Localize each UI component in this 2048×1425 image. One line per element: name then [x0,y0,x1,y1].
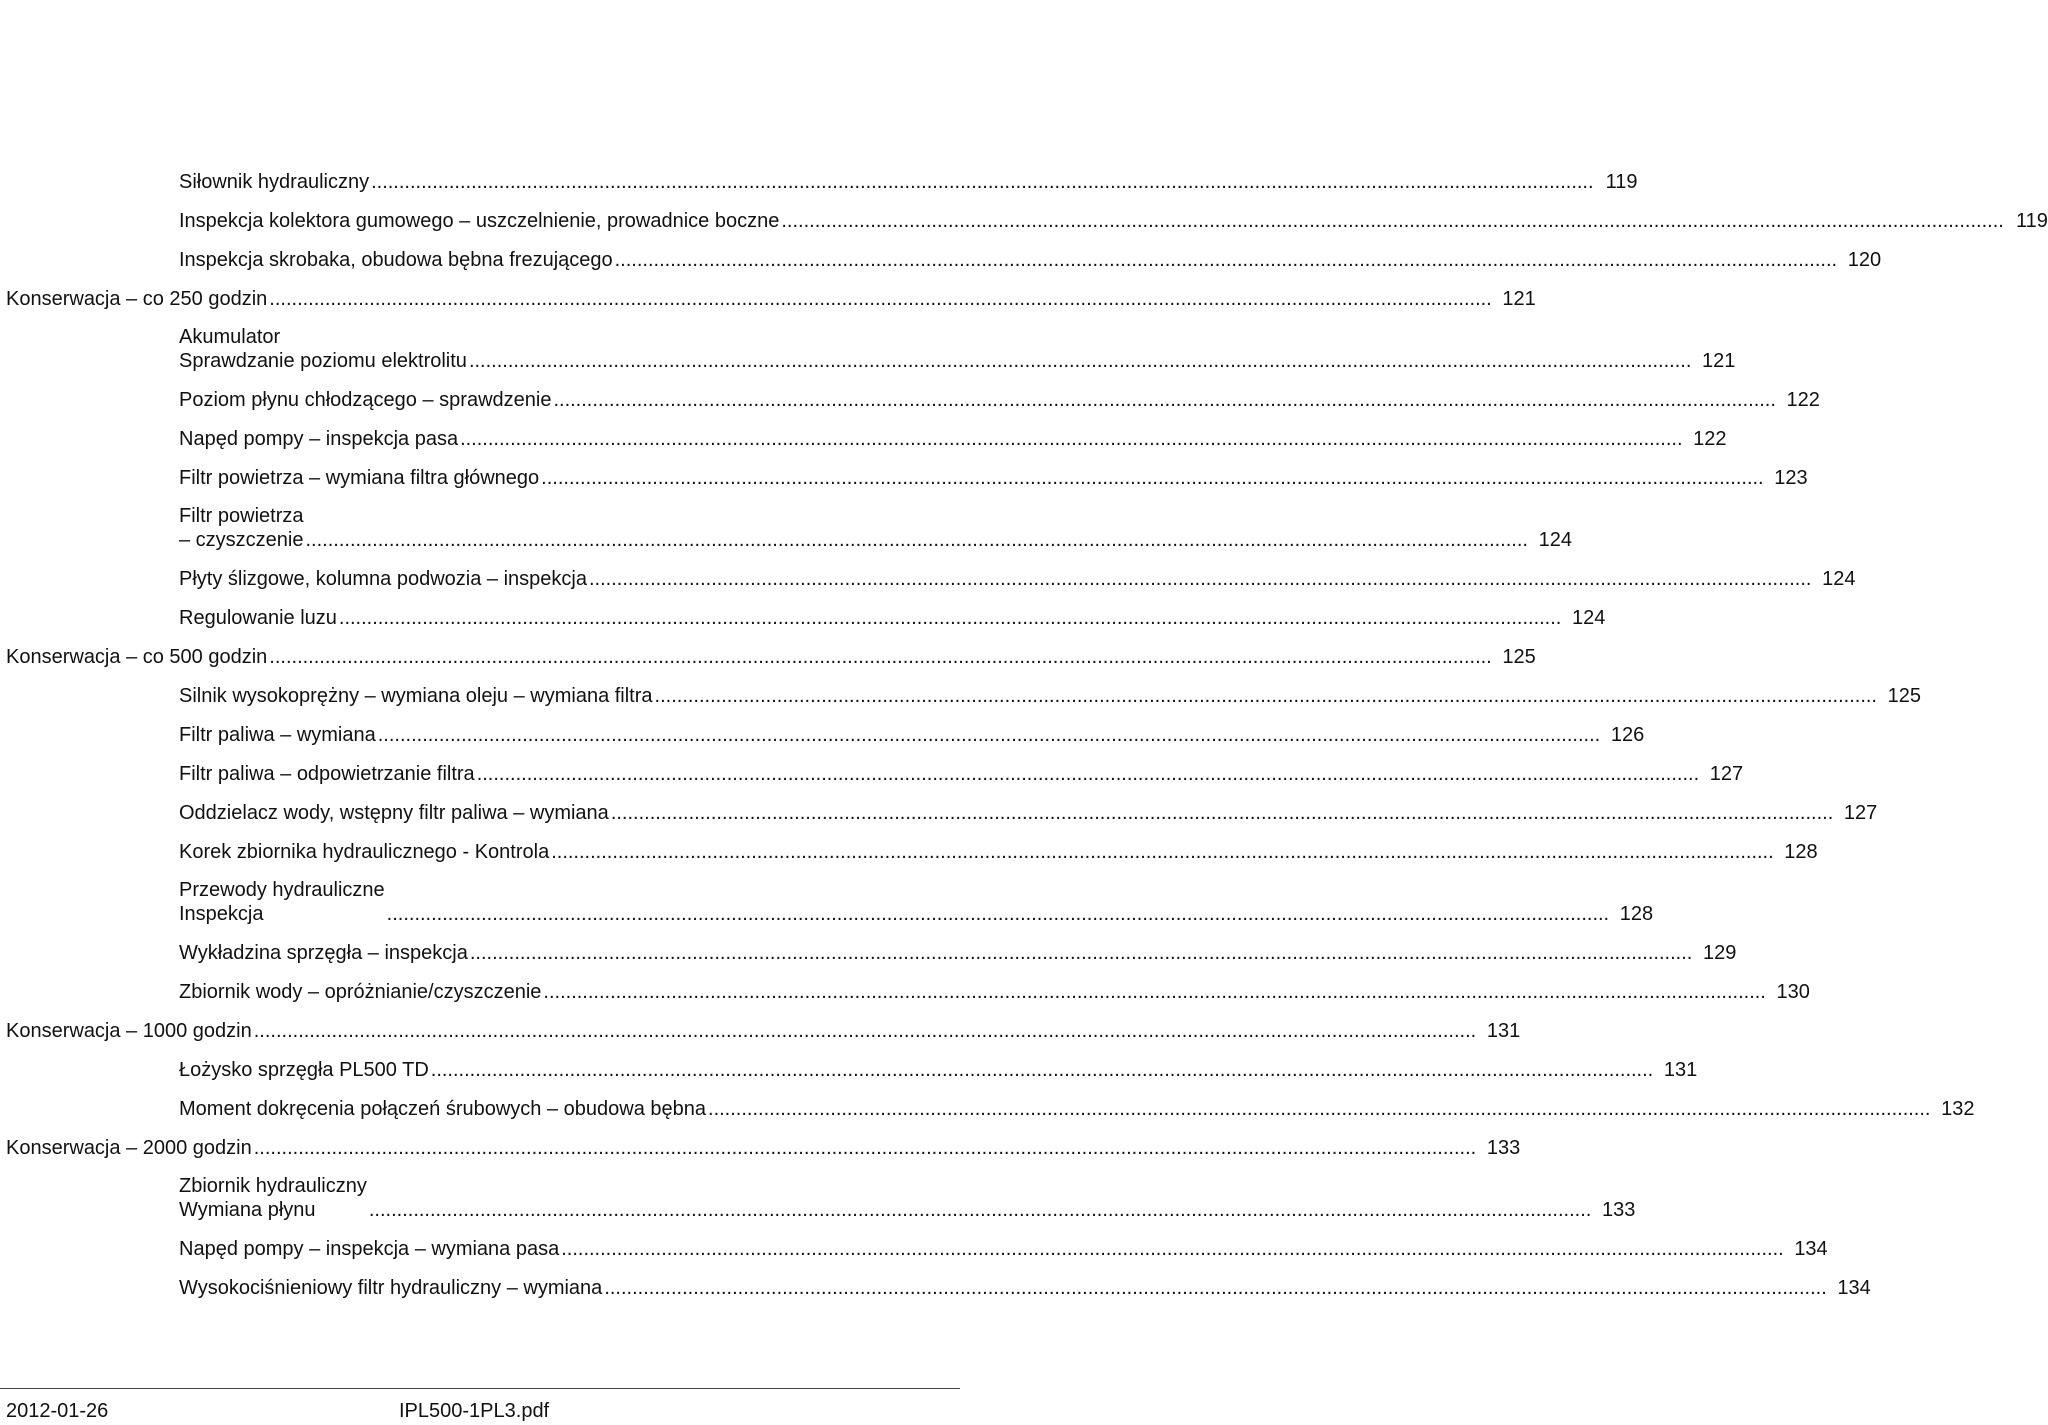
toc-section-entry[interactable] [6,287,1536,311]
toc-entry-title [179,762,475,786]
toc-entry-title [6,287,267,311]
toc-entry-title-line: Akumulator [179,326,281,348]
toc-subsection-entry[interactable] [179,427,1727,451]
toc-entry-title-line: Regulowanie luzu [179,607,337,629]
toc-page-number: 119 [2015,210,2048,232]
toc-entry-title [179,209,779,233]
toc-entry-title-line: Poziom płynu chłodzącego – sprawdzenie [179,389,552,411]
toc-page-number: 133 [1601,1199,1636,1221]
toc-entry-title [179,723,376,747]
toc-dot-leader: ............................................................................................................................................................................................................................ [371,171,1594,193]
toc-entry-title-line: Przewody hydrauliczne [179,879,385,901]
toc-dot-leader: ............................................................................................................................................................................................................................ [253,1020,1477,1042]
toc-dot-leader: ............................................................................................................................................................................................................................ [253,1137,1477,1159]
toc-entry-title-line: Filtr powietrza – wymiana filtra głównego [179,467,540,489]
toc-dot-leader: ............................................................................................................................................................................................................................ [561,1238,1784,1260]
toc-entry-title-line: Moment dokręcenia połączeń śrubowych – obudowa bębna [179,1098,707,1120]
toc-page-number: 125 [1502,646,1536,668]
toc-subsection-entry[interactable] [179,466,1808,490]
toc-entry-title-line: Zbiornik wody – opróżnianie/czyszczenie [179,981,542,1003]
toc-dot-leader: ............................................................................................................................................................................................................................ [368,1199,1592,1221]
toc-dot-leader: ............................................................................................................................................................................................................................ [553,389,1776,411]
toc-dot-leader: ............................................................................................................................................................................................................................ [604,1277,1827,1299]
toc-entry-title [6,1019,252,1043]
toc-subsection-entry[interactable] [179,1174,1636,1222]
toc-page-number: 119 [1605,171,1638,193]
toc-page-number: 126 [1610,724,1645,746]
toc-entry-title-line: Siłownik hydrauliczny [179,171,370,193]
toc-page-number: 121 [1502,288,1536,310]
toc-subsection-entry[interactable] [179,170,1638,194]
toc-entry-title [179,606,337,630]
toc-entry-title [6,1136,252,1160]
toc-entry-title [179,248,613,272]
toc-section-entry[interactable] [6,645,1536,669]
toc-entry-title [179,1097,706,1121]
toc-subsection-entry[interactable] [179,209,2048,233]
toc-dot-leader: ............................................................................................................................................................................................................................ [305,529,1528,551]
toc-dot-leader: ............................................................................................................................................................................................................................ [460,428,1683,450]
footer-date: 2012-01-26 [6,1400,109,1422]
toc-subsection-entry[interactable] [179,606,1606,630]
toc-entry-title-line: Oddzielacz wody, wstępny filtr paliwa – wymiana [179,802,609,824]
toc-entry-title [179,1058,429,1082]
toc-entry-title-line: Konserwacja – co 500 godzin [6,646,268,668]
toc-subsection-entry[interactable] [179,762,1744,786]
toc-entry-title [179,878,385,926]
toc-subsection-entry[interactable] [179,801,1878,825]
toc-dot-leader: ............................................................................................................................................................................................................................ [476,763,1700,785]
toc-dot-leader: ............................................................................................................................................................................................................................ [588,568,1812,590]
toc-dot-leader: ............................................................................................................................................................................................................................ [338,607,1562,629]
toc-subsection-entry[interactable] [179,567,1856,591]
toc-subsection-entry[interactable] [179,1237,1828,1261]
toc-entry-title-line: Filtr paliwa – wymiana [179,724,376,746]
toc-entry-title [179,980,541,1004]
toc-page-number: 130 [1776,981,1810,1003]
toc-subsection-entry[interactable] [179,723,1645,747]
toc-entry-title-line: Łożysko sprzęgła PL500 TD [179,1059,429,1081]
toc-page-number: 124 [1538,529,1572,551]
toc-entry-title [179,941,468,965]
toc-section-entry[interactable] [6,1019,1521,1043]
toc-entry-title [179,325,467,373]
toc-page-number: 131 [1663,1059,1698,1081]
toc-entry-title [179,427,458,451]
toc-page-number: 133 [1486,1137,1521,1159]
toc-page-number: 122 [1693,428,1727,450]
toc-entry-title [179,840,549,864]
toc-entry-title [179,684,653,708]
toc-page-number: 121 [1702,350,1736,372]
toc-entry-title-line: Filtr paliwa – odpowietrzanie filtra [179,763,475,785]
toc-dot-leader: ............................................................................................................................................................................................................................ [377,724,1601,746]
toc-entry-title-line: Silnik wysokoprężny – wymiana oleju – wymiana filtra [179,685,653,707]
toc-subsection-entry[interactable] [179,248,1882,272]
toc-dot-leader: ............................................................................................................................................................................................................................ [614,249,1838,271]
toc-page-number: 125 [1887,685,1921,707]
toc-entry-title-line: Płyty ślizgowe, kolumna podwozia – inspekcja [179,568,587,590]
toc-dot-leader: ............................................................................................................................................................................................................................ [654,685,1877,707]
toc-dot-leader: ............................................................................................................................................................................................................................ [781,210,2004,232]
toc-entry-title [179,1237,559,1261]
toc-entry-title-line: Konserwacja – co 250 godzin [6,288,268,310]
toc-entry-title [179,567,587,591]
toc-page-number: 123 [1774,467,1808,489]
toc-page-number: 134 [1794,1238,1828,1260]
toc-dot-leader: ............................................................................................................................................................................................................................ [269,646,1492,668]
toc-entry-title [179,466,539,490]
toc-entry-title-line: Konserwacja – 2000 godzin [6,1137,252,1159]
toc-dot-leader: ............................................................................................................................................................................................................................ [543,981,1766,1003]
toc-dot-leader: ............................................................................................................................................................................................................................ [551,841,1774,863]
toc-entry-title-line: Inspekcja skrobaka, obudowa bębna frezującego [179,249,613,271]
toc-dot-leader: ............................................................................................................................................................................................................................ [469,942,1693,964]
toc-subsection-entry[interactable] [179,325,1736,373]
toc-subsection-entry[interactable] [179,878,1654,926]
toc-subsection-entry[interactable] [179,504,1572,552]
toc-dot-leader: ............................................................................................................................................................................................................................ [468,350,1692,372]
toc-section-entry[interactable] [6,1136,1521,1160]
toc-subsection-entry[interactable] [179,1097,1975,1121]
toc-entry-title-line: Sprawdzanie poziomu elektrolitu [179,350,467,372]
toc-entry-title [179,504,304,552]
toc-entry-title [179,1174,367,1222]
toc-page-number: 124 [1571,607,1606,629]
toc-subsection-entry[interactable] [179,1058,1698,1082]
toc-dot-leader: ............................................................................................................................................................................................................................ [610,802,1834,824]
toc-subsection-entry[interactable] [179,1276,1871,1300]
toc-entry-title-line: Zbiornik hydrauliczny [179,1175,367,1197]
toc-entry-title [179,801,609,825]
toc-entry-title-line: Wykładzina sprzęgła – inspekcja [179,942,468,964]
toc-page-number: 129 [1702,942,1737,964]
toc-subsection-entry[interactable] [179,388,1820,412]
toc-entry-title-line: Wysokociśnieniowy filtr hydrauliczny – wymiana [179,1277,603,1299]
page-footer [0,1388,960,1422]
toc-entry-title [179,170,369,194]
toc-page-number: 128 [1619,903,1654,925]
toc-entry-title-line: Konserwacja – 1000 godzin [6,1020,252,1042]
toc-entry-title-line: Filtr powietrza [179,505,304,527]
toc-page-number: 128 [1784,841,1818,863]
toc-entry-title-line: Napęd pompy – inspekcja pasa [179,428,459,450]
toc-entry-title [6,645,267,669]
toc-page-number: 120 [1847,249,1882,271]
toc-dot-leader: ............................................................................................................................................................................................................................ [430,1059,1654,1081]
toc-page-number: 122 [1786,389,1820,411]
toc-page-number: 127 [1709,763,1744,785]
footer-filename: IPL500-1PL3.pdf [399,1400,550,1422]
toc-dot-leader: ............................................................................................................................................................................................................................ [541,467,1764,489]
toc-subsection-entry[interactable] [179,684,1921,708]
toc-dot-leader: ............................................................................................................................................................................................................................ [269,288,1492,310]
toc-entry-title-line: Inspekcja kolektora gumowego – uszczelnienie, prowadnice boczne [179,210,780,232]
toc-page-number: 124 [1822,568,1856,590]
toc-page-number: 132 [1941,1098,1975,1120]
toc-entry-title-line: Wymiana płynu [179,1199,316,1221]
toc-subsection-entry[interactable] [179,941,1737,965]
toc-entry-title-line: – czyszczenie [179,529,304,551]
toc-entry-title-line: Korek zbiornika hydraulicznego - Kontrola [179,841,550,863]
toc-dot-leader: ............................................................................................................................................................................................................................ [708,1098,1931,1120]
toc-page-number: 134 [1837,1277,1871,1299]
toc-subsection-entry[interactable] [179,980,1810,1004]
toc-entry-title [179,1276,602,1300]
toc-subsection-entry[interactable] [179,840,1818,864]
toc-entry-title-line: Inspekcja [179,903,264,925]
toc-entry-title [179,388,551,412]
toc-page-number: 131 [1486,1020,1521,1042]
toc-page-number: 127 [1843,802,1878,824]
toc-dot-leader: ............................................................................................................................................................................................................................ [386,903,1610,925]
toc-entry-title-line: Napęd pompy – inspekcja – wymiana pasa [179,1238,560,1260]
